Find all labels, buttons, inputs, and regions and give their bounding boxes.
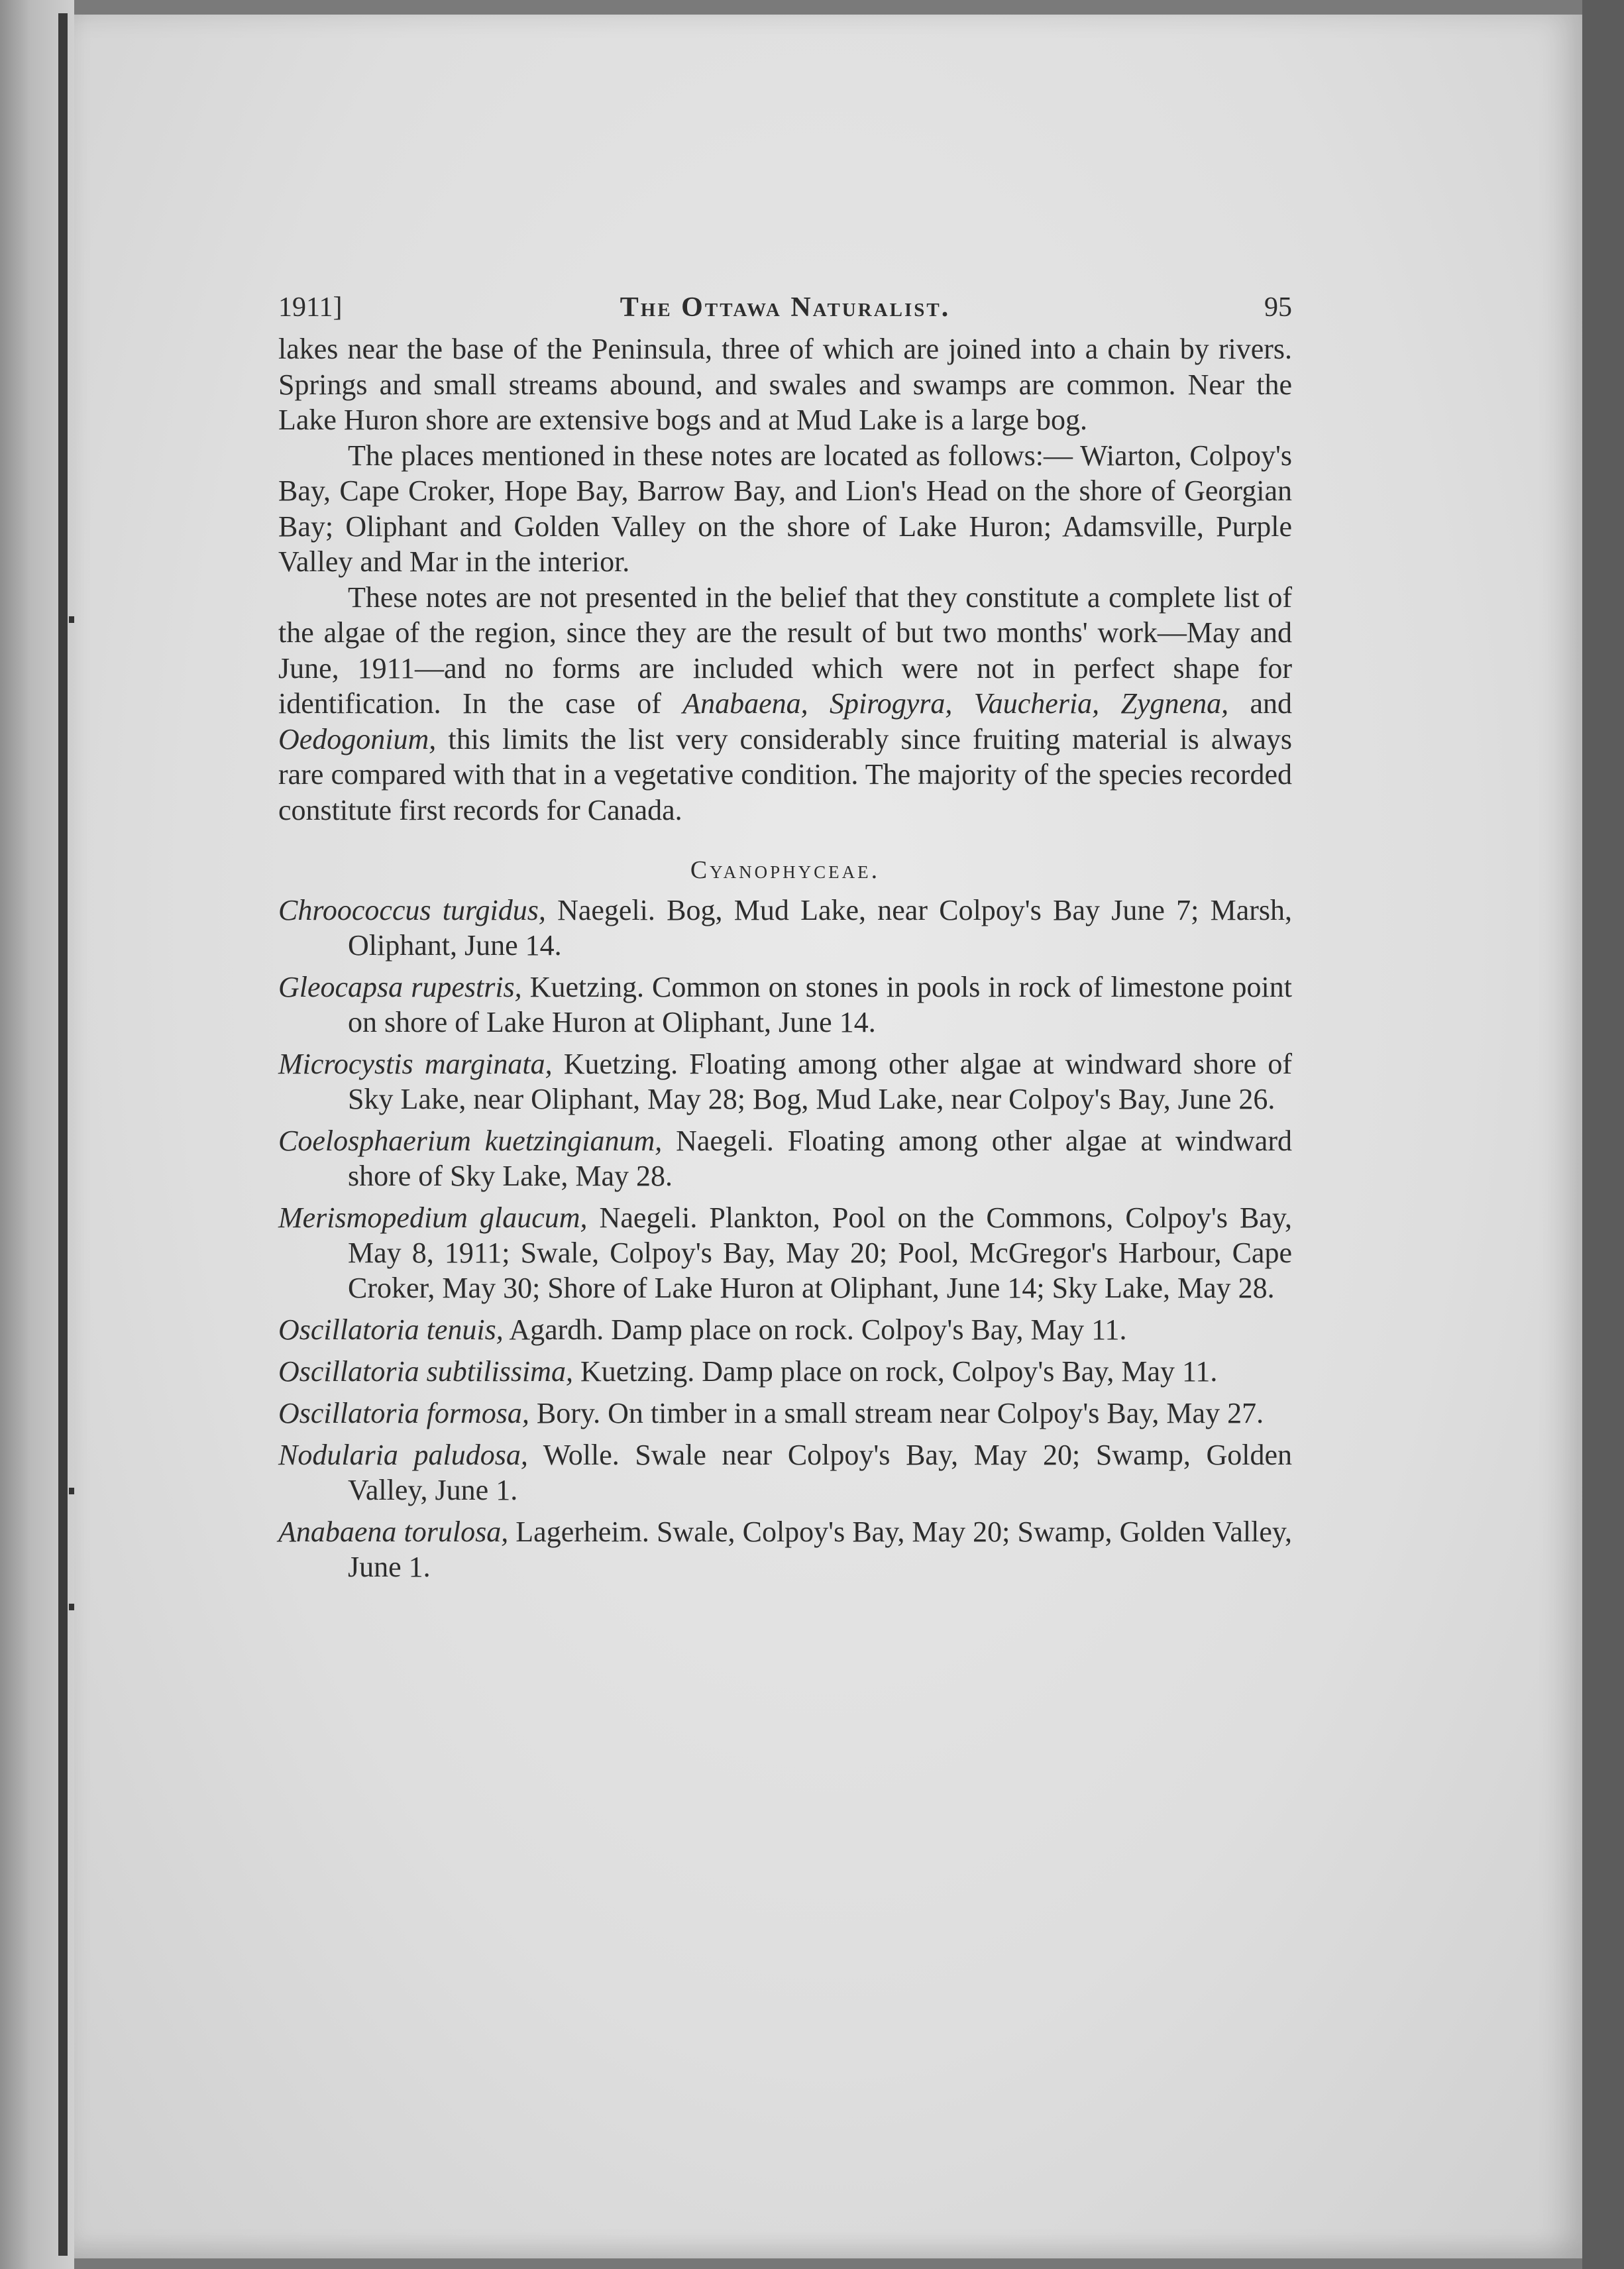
species-entry: Nodularia paludosa, Wolle. Swale near Colpoy's Bay, May 20; Swamp, Golden Valley, June 1. xyxy=(278,1439,1292,1506)
genus-name: Oedogonium, xyxy=(278,722,437,755)
paragraph: The places mentioned in these notes are located as follows:— Wiarton, Colpoy's Bay, Cape Croker, Hope Bay, Barrow Bay, and Lion's Head on the shore of Georgian Bay; Oliphant and Golden Valley on the shore of Lake Huron; Adamsville, Purple Valley and Mar in the interior. xyxy=(278,439,1292,578)
page-number: 95 xyxy=(1264,292,1292,323)
paragraph: These notes are not presented in the belief that they constitute a complete list of the algae of the region, since they are the result of but two months' work—May and June, 1911—and no forms are included which were not in perfect shape for identification. In the case of Anabaena, Spirogyra, Vaucheria, Zygnena, and Oedogonium, this limits the list very considerably since fruiting material is always rare compared with that in a vegetative condition. The majority of the species recorded constitute first records for Canada. xyxy=(278,581,1292,826)
running-header xyxy=(278,278,1292,331)
species-entry: Microcystis marginata, Kuetzing. Floating among other algae at windward shore of Sky Lake, near Oliphant, May 28; Bog, Mud Lake, near Colpoy's Bay, June 26. xyxy=(278,1048,1292,1115)
species-entry: Oscillatoria subtilissima, Kuetzing. Damp place on rock, Colpoy's Bay, May 11. xyxy=(278,1355,1218,1388)
species-name: Chroococcus turgidus, xyxy=(278,894,546,926)
species-entry: Anabaena torulosa, Lagerheim. Swale, Colpoy's Bay, May 20; Swamp, Golden Valley, June 1. xyxy=(278,1516,1292,1583)
page-text xyxy=(278,278,1292,1591)
species-list xyxy=(278,893,1292,1584)
film-margin-right xyxy=(1582,0,1624,2269)
film-margin-bottom xyxy=(74,2258,1582,2269)
species-entry: Coelosphaerium kuetzingianum, Naegeli. Floating among other algae at windward shore of Sky Lake, May 28. xyxy=(278,1125,1292,1192)
species-name: Oscillatoria tenuis, xyxy=(278,1313,504,1346)
species-name: Oscillatoria subtilissima, xyxy=(278,1355,573,1388)
species-name: Oscillatoria formosa, xyxy=(278,1397,529,1429)
header-year: 1911] xyxy=(278,292,343,323)
species-name: Merismopedium glaucum, xyxy=(278,1201,588,1234)
species-entry: Merismopedium glaucum, Naegeli. Plankton, Pool on the Commons, Colpoy's Bay, May 8, 1911; Swale, Colpoy's Bay, May 20; Pool, McGregor's Harbour, Cape Croker, May 30; Shore of Lake Huron at Oliphant, June 14; Sky Lake, May 28. xyxy=(278,1201,1292,1304)
species-name: Nodularia paludosa, xyxy=(278,1439,528,1471)
journal-title: The Ottawa Naturalist. xyxy=(620,292,951,323)
section-heading: Cyanophyceae. xyxy=(690,856,881,884)
species-name: Gleocapsa rupestris, xyxy=(278,971,522,1003)
binding-rule xyxy=(58,13,68,2256)
species-entry: Oscillatoria formosa, Bory. On timber in a small stream near Colpoy's Bay, May 27. xyxy=(278,1397,1264,1429)
species-entry: Gleocapsa rupestris, Kuetzing. Common on stones in pools in rock of limestone point on shore of Lake Huron at Oliphant, June 14. xyxy=(278,971,1292,1038)
species-entry: Oscillatoria tenuis, Agardh. Damp place on rock. Colpoy's Bay, May 11. xyxy=(278,1313,1127,1346)
film-margin-left xyxy=(0,0,74,2269)
genus-list: Anabaena, Spirogyra, Vaucheria, Zygnena, xyxy=(682,687,1229,720)
species-name: Microcystis marginata, xyxy=(278,1048,553,1080)
paragraph: lakes near the base of the Peninsula, three of which are joined into a chain by rivers. Springs and small streams abound, and swales and swamps are common. Near the Lake Huron shore are extensive bogs and at Mud Lake is a large bog. xyxy=(278,333,1292,436)
species-entry: Chroococcus turgidus, Naegeli. Bog, Mud Lake, near Colpoy's Bay June 7; Marsh, Oliphant, June 14. xyxy=(278,894,1292,962)
species-name: Coelosphaerium kuetzingianum, xyxy=(278,1125,663,1157)
species-name: Anabaena torulosa, xyxy=(278,1516,509,1548)
